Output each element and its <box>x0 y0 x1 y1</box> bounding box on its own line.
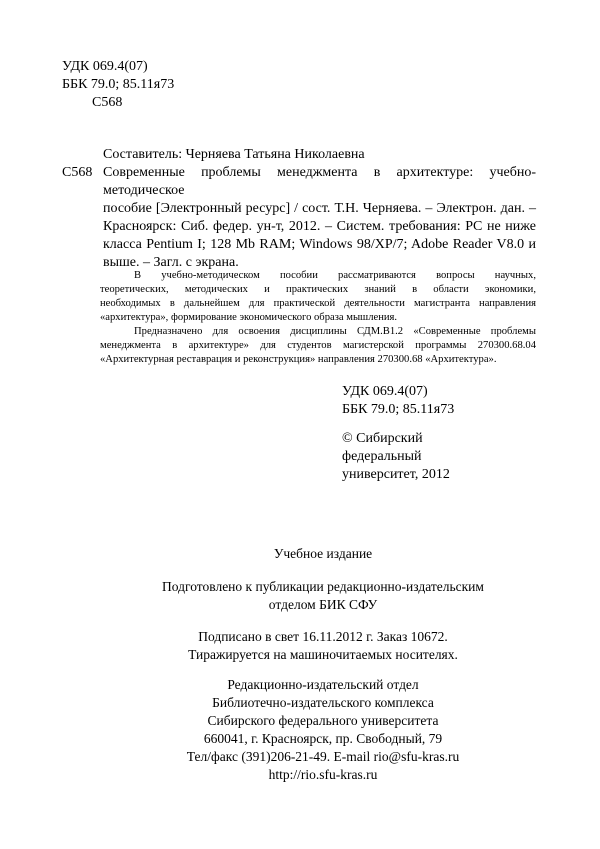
publisher-info <box>0 676 600 784</box>
udk-code-right: УДК 069.4(07) <box>342 384 428 399</box>
biblio-line: Современные проблемы менеджмента в архитектуре: учебно-методическое <box>103 165 536 198</box>
abstract-line: В учебно-методическом пособии рассматриваются вопросы научных, <box>134 270 536 281</box>
copyright <box>342 430 450 484</box>
abstract <box>100 269 536 367</box>
signed-line: Тиражируется на машиночитаемых носителях. <box>188 647 458 662</box>
signed-info <box>0 628 600 664</box>
author-mark: С568 <box>92 95 123 110</box>
biblio-line: Красноярск: Сиб. федер. ун-т, 2012. – Систем. требования: PC не ниже <box>103 219 536 234</box>
publisher-line: 660041, г. Красноярск, пр. Свободный, 79 <box>203 731 443 746</box>
abstract-line: «Архитектурная реставрация и реконструкция» направления 270300.68 «Архитектура». <box>100 354 497 365</box>
publisher-url[interactable]: http://rio.sfu-kras.ru <box>268 767 378 782</box>
prepared-line: Подготовлено к публикации редакционно-издательским <box>162 579 484 594</box>
prepared-by <box>0 578 600 614</box>
abstract-line: теоретических, методических и практических знаний в области экономики, <box>100 284 536 295</box>
biblio-line: выше. – Загл. с экрана. <box>103 255 239 270</box>
prepared-line: отделом БИК СФУ <box>268 597 378 612</box>
bbk-code-right: ББК 79.0; 85.11я73 <box>342 402 455 417</box>
biblio-mark: С568 <box>62 165 93 180</box>
abstract-line: «архитектура», формирование экономического образа мышления. <box>100 312 398 323</box>
biblio-line: класса Pentium I; 128 Mb RAM; Windows 98/XP/7; Adobe Reader V8.0 и <box>103 237 536 252</box>
compiler-line: Составитель: Черняева Татьяна Николаевна <box>103 147 365 162</box>
publisher-line: Сибирского федерального университета <box>207 713 439 728</box>
abstract-line: менеджмента в архитектуре» для студентов магистерской программы 270300.68.04 <box>100 340 536 351</box>
signed-line: Подписано в свет 16.11.2012 г. Заказ 10672. <box>198 629 448 644</box>
publisher-line: Редакционно-издательский отдел <box>227 677 419 692</box>
biblio-record <box>103 164 536 272</box>
edition-type: Учебное издание <box>273 546 373 561</box>
abstract-line: Предназначено для освоения дисциплины СДМ.В1.2 «Современные проблемы <box>134 326 536 337</box>
right-classification-codes <box>342 383 454 419</box>
biblio-line: пособие [Электронный ресурс] / сост. Т.Н. Черняева. – Электрон. дан. – <box>103 201 536 216</box>
publisher-line: Тел/факс (391)206-21-49. E-mail rio@sfu-kras.ru <box>186 749 460 764</box>
copyright-line: федеральный <box>342 449 422 464</box>
udk-code: УДК 069.4(07) <box>62 59 148 74</box>
copyright-line: © Сибирский <box>342 431 423 446</box>
copyright-line: университет, 2012 <box>342 467 450 482</box>
bbk-code: ББК 79.0; 85.11я73 <box>62 77 175 92</box>
publisher-line: Библиотечно-издательского комплекса <box>212 695 434 710</box>
abstract-line: необходимых в дальнейшем для практической деятельности магистранта направления <box>100 298 536 309</box>
classification-codes <box>62 58 174 112</box>
